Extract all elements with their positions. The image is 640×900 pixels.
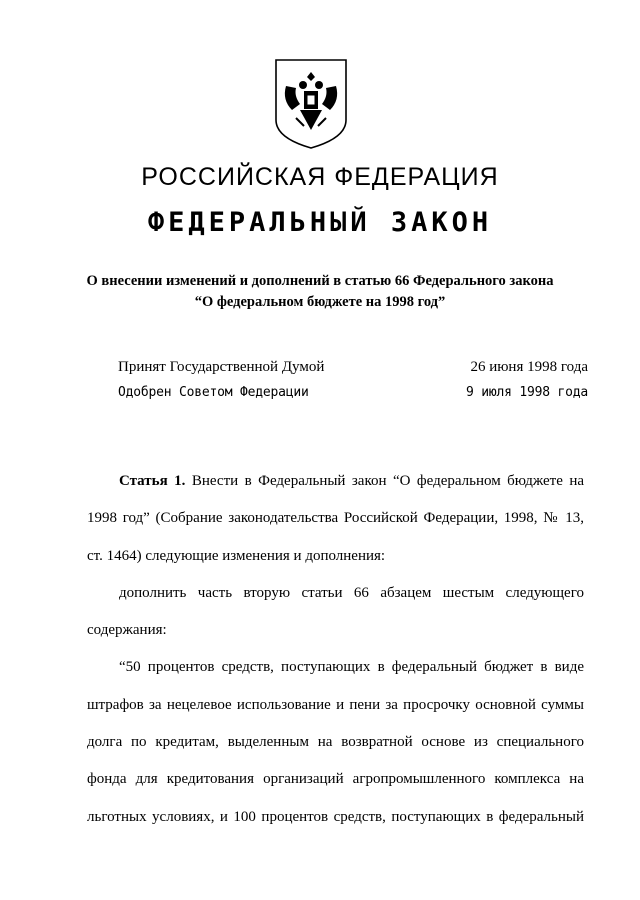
adoption-label-duma: Принят Государственной Думой (118, 359, 325, 375)
adoption-date-council: 9 июля 1998 года (465, 385, 588, 400)
document-type: ФЕДЕРАЛЬНЫЙ ЗАКОН (147, 207, 493, 238)
article-paragraph-1-text: Внести в Федеральный закон “О федеральном бюджете на 1998 год” (Собрание законодательства Российской Федерации, 1998, № 13, ст. 1464) следующие изменения и дополнения: (87, 473, 585, 564)
adoption-row-council (118, 385, 588, 400)
article-heading: Статья 1. (119, 473, 186, 489)
country-name: РОССИЙСКАЯ ФЕДЕРАЦИЯ (141, 163, 499, 191)
article-paragraph-3: “50 процентов средств, поступающих в федеральный бюджет в виде штрафов за нецелевое использование и пени за просрочку основной суммы долга по кредитам, выделенным на возвратной основе из специального фонда для кредитования организаций агропромышленного комплекса на льготных условиях, и 100 процентов средств, поступающих в федеральный (87, 659, 584, 825)
law-title-line-2: “О федеральном бюджете на 1998 год” (194, 294, 446, 310)
state-emblem-icon (274, 58, 348, 150)
article-body (87, 463, 584, 836)
law-title (0, 271, 640, 313)
law-title-line-1: О внесении изменений и дополнений в статью 66 Федерального закона (86, 273, 554, 289)
article-paragraph-2: дополнить часть вторую статьи 66 абзацем шестым следующего содержания: (87, 584, 584, 639)
article-paragraph-1 (87, 463, 584, 575)
adoption-label-council: Одобрен Советом Федерации (118, 385, 309, 400)
adoption-date-duma: 26 июня 1998 года (470, 359, 588, 375)
adoption-row-duma (118, 359, 588, 376)
